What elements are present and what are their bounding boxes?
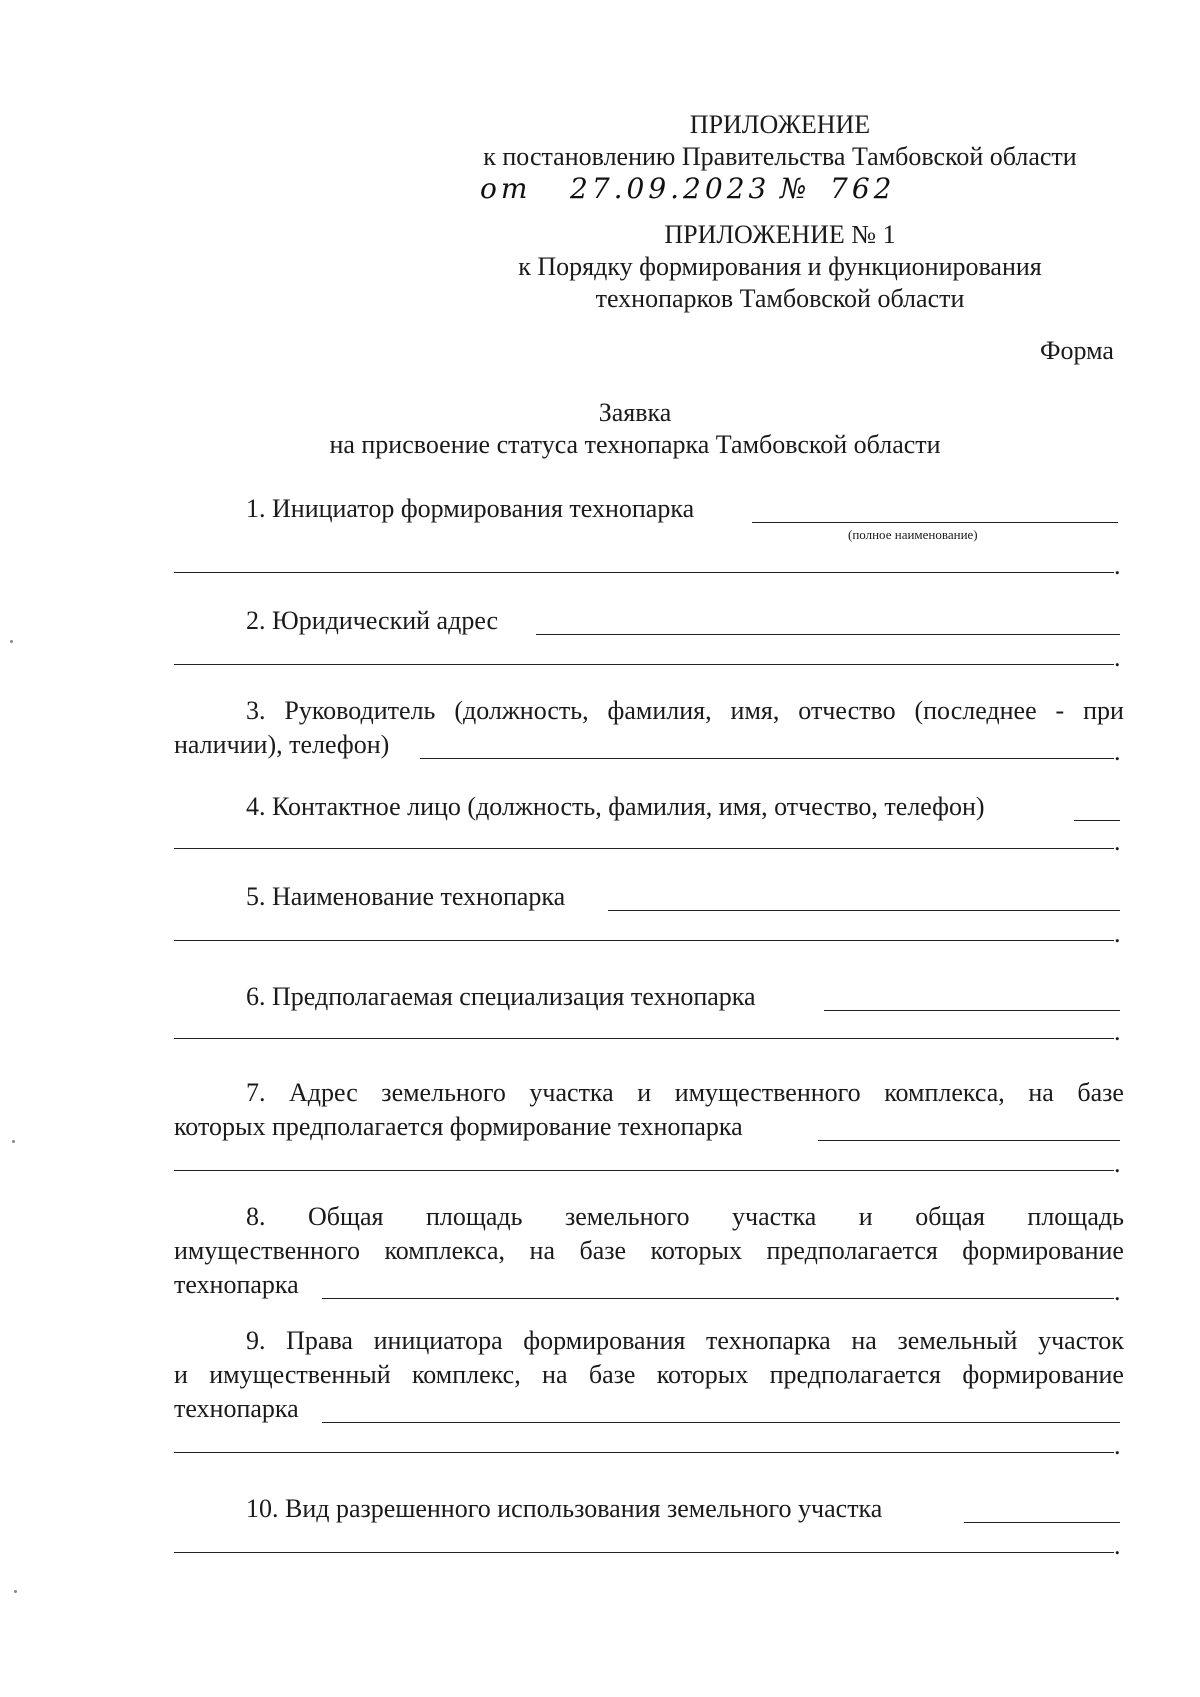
item-6-label: 6. Предполагаемая специализация технопарка bbox=[246, 982, 756, 1011]
item-9-word: формирования bbox=[523, 1326, 686, 1355]
item-8-word: комплекса, bbox=[384, 1236, 506, 1265]
item-8-word: участка bbox=[732, 1202, 817, 1231]
item-1-period: . bbox=[1114, 551, 1121, 580]
handwritten-from: от bbox=[480, 172, 532, 205]
item-1-hint: (полное наименование) bbox=[848, 527, 978, 542]
item-9-label-line1 bbox=[246, 1324, 1124, 1358]
item-9-field-line2[interactable] bbox=[174, 1452, 1114, 1453]
item-5-field-line2[interactable] bbox=[174, 940, 1114, 941]
item-7-word: и bbox=[637, 1078, 652, 1107]
item-8-word: базе bbox=[579, 1236, 627, 1265]
item-9-word: земельный bbox=[897, 1326, 1018, 1355]
item-8-label-line3: технопарка bbox=[174, 1270, 299, 1299]
item-8-field[interactable] bbox=[322, 1298, 1114, 1299]
item-8-period: . bbox=[1114, 1277, 1121, 1306]
item-9-word: Права bbox=[286, 1326, 353, 1355]
scan-speck bbox=[10, 640, 13, 643]
item-6-field[interactable] bbox=[824, 1010, 1120, 1011]
item-9-label-line2 bbox=[174, 1358, 1124, 1392]
item-9-word: предполагается bbox=[769, 1360, 941, 1389]
item-8-word: на bbox=[529, 1236, 555, 1265]
item-6-field-line2[interactable] bbox=[174, 1038, 1114, 1039]
item-3-word: фамилия, bbox=[607, 696, 712, 725]
order-reference-line2: технопарков Тамбовской области bbox=[595, 284, 965, 313]
item-9-field[interactable] bbox=[322, 1422, 1120, 1423]
item-3-word: отчество bbox=[798, 696, 896, 725]
item-9-word: имущественный bbox=[209, 1360, 391, 1389]
item-8-word: которых bbox=[650, 1236, 742, 1265]
item-2-field-line2[interactable] bbox=[174, 664, 1114, 665]
item-3-field[interactable] bbox=[420, 758, 1114, 759]
application-title: Заявка bbox=[598, 398, 672, 427]
resolution-reference: к постановлению Правительства Тамбовской области bbox=[483, 142, 1077, 171]
item-8-word: формирование bbox=[962, 1236, 1124, 1265]
item-9-word: комплекс, bbox=[411, 1360, 521, 1389]
item-8-word: площадь bbox=[425, 1202, 523, 1231]
item-9-word: инициатора bbox=[373, 1326, 503, 1355]
item-4-field[interactable] bbox=[1074, 820, 1120, 821]
item-7-label-line1 bbox=[246, 1076, 1124, 1110]
item-7-word: на bbox=[1028, 1078, 1054, 1107]
item-7-label-line2: которых предполагается формирование технопарка bbox=[174, 1112, 743, 1141]
handwritten-number: 762 bbox=[830, 172, 896, 205]
item-5-field[interactable] bbox=[608, 910, 1120, 911]
item-8-label-line1 bbox=[246, 1200, 1124, 1234]
item-7-word: имущественного bbox=[674, 1078, 861, 1107]
item-8-word: общая bbox=[915, 1202, 985, 1231]
item-9-word: которых bbox=[656, 1360, 749, 1389]
item-2-label: 2. Юридический адрес bbox=[246, 606, 499, 635]
handwritten-date-number bbox=[480, 172, 1000, 212]
item-9-word: на bbox=[542, 1360, 568, 1389]
item-4-field-line2[interactable] bbox=[174, 848, 1114, 849]
form-label: Форма bbox=[1040, 336, 1114, 365]
item-9-label-line3: технопарка bbox=[174, 1394, 299, 1423]
item-8-word: 8. bbox=[246, 1202, 266, 1231]
item-2-period: . bbox=[1114, 643, 1121, 672]
item-7-word: Адрес bbox=[289, 1078, 358, 1107]
item-8-word: площадь bbox=[1027, 1202, 1124, 1231]
item-3-label-line2: наличии), телефон) bbox=[174, 730, 390, 759]
appendix-1-heading: ПРИЛОЖЕНИЕ № 1 bbox=[664, 220, 896, 249]
item-4-label: 4. Контактное лицо (должность, фамилия, имя, отчество, телефон) bbox=[246, 792, 985, 821]
item-2-field[interactable] bbox=[536, 634, 1120, 635]
item-4-period: . bbox=[1114, 827, 1121, 856]
item-10-field[interactable] bbox=[964, 1522, 1120, 1523]
item-1-label: 1. Инициатор формирования технопарка bbox=[246, 494, 695, 523]
item-8-word: и bbox=[858, 1202, 873, 1231]
order-reference-line1: к Порядку формирования и функционирования bbox=[518, 252, 1042, 281]
application-subtitle: на присвоение статуса технопарка Тамбовской области bbox=[329, 430, 941, 459]
item-10-label: 10. Вид разрешенного использования земельного участка bbox=[246, 1494, 883, 1523]
item-9-word: базе bbox=[588, 1360, 636, 1389]
item-5-period: . bbox=[1114, 919, 1121, 948]
item-9-word: 9. bbox=[246, 1326, 266, 1355]
scan-speck bbox=[14, 1590, 17, 1593]
handwritten-date: 27.09.2023 bbox=[570, 172, 771, 205]
item-8-word: предполагается bbox=[766, 1236, 938, 1265]
item-3-word: имя, bbox=[730, 696, 780, 725]
item-9-word: на bbox=[851, 1326, 877, 1355]
item-8-word: имущественного bbox=[174, 1236, 360, 1265]
appendix-heading: ПРИЛОЖЕНИЕ bbox=[689, 110, 871, 139]
item-7-word: базе bbox=[1077, 1078, 1124, 1107]
item-1-field-line2[interactable] bbox=[174, 572, 1114, 573]
item-9-word: участок bbox=[1038, 1326, 1124, 1355]
item-7-period: . bbox=[1114, 1149, 1121, 1178]
item-9-word: и bbox=[174, 1360, 188, 1389]
item-10-period: . bbox=[1114, 1531, 1121, 1560]
item-3-word: Руководитель bbox=[284, 696, 436, 725]
item-10-field-line2[interactable] bbox=[174, 1552, 1114, 1553]
scan-speck bbox=[12, 1140, 15, 1143]
item-7-field[interactable] bbox=[818, 1140, 1120, 1141]
item-5-label: 5. Наименование технопарка bbox=[246, 882, 566, 911]
item-9-word: технопарка bbox=[706, 1326, 831, 1355]
item-1-field[interactable] bbox=[752, 522, 1118, 523]
item-6-period: . bbox=[1114, 1017, 1121, 1046]
item-7-field-line2[interactable] bbox=[174, 1170, 1114, 1171]
item-3-label-line1 bbox=[246, 694, 1124, 728]
item-3-word: 3. bbox=[246, 696, 266, 725]
item-7-word: 7. bbox=[246, 1078, 266, 1107]
item-7-word: земельного bbox=[381, 1078, 506, 1107]
item-9-period: . bbox=[1114, 1431, 1121, 1460]
item-3-word: (последнее bbox=[914, 696, 1037, 725]
item-3-word: - bbox=[1055, 696, 1065, 725]
item-7-word: комплекса, bbox=[884, 1078, 1005, 1107]
item-7-word: участка bbox=[529, 1078, 614, 1107]
item-8-word: Общая bbox=[307, 1202, 384, 1231]
item-8-word: земельного bbox=[564, 1202, 690, 1231]
item-8-label-line2 bbox=[174, 1234, 1124, 1268]
item-3-word: (должность, bbox=[454, 696, 589, 725]
item-3-word: при bbox=[1083, 696, 1124, 725]
item-9-word: формирование bbox=[962, 1360, 1124, 1389]
item-3-period: . bbox=[1114, 737, 1121, 766]
handwritten-number-sign: № bbox=[780, 172, 811, 205]
